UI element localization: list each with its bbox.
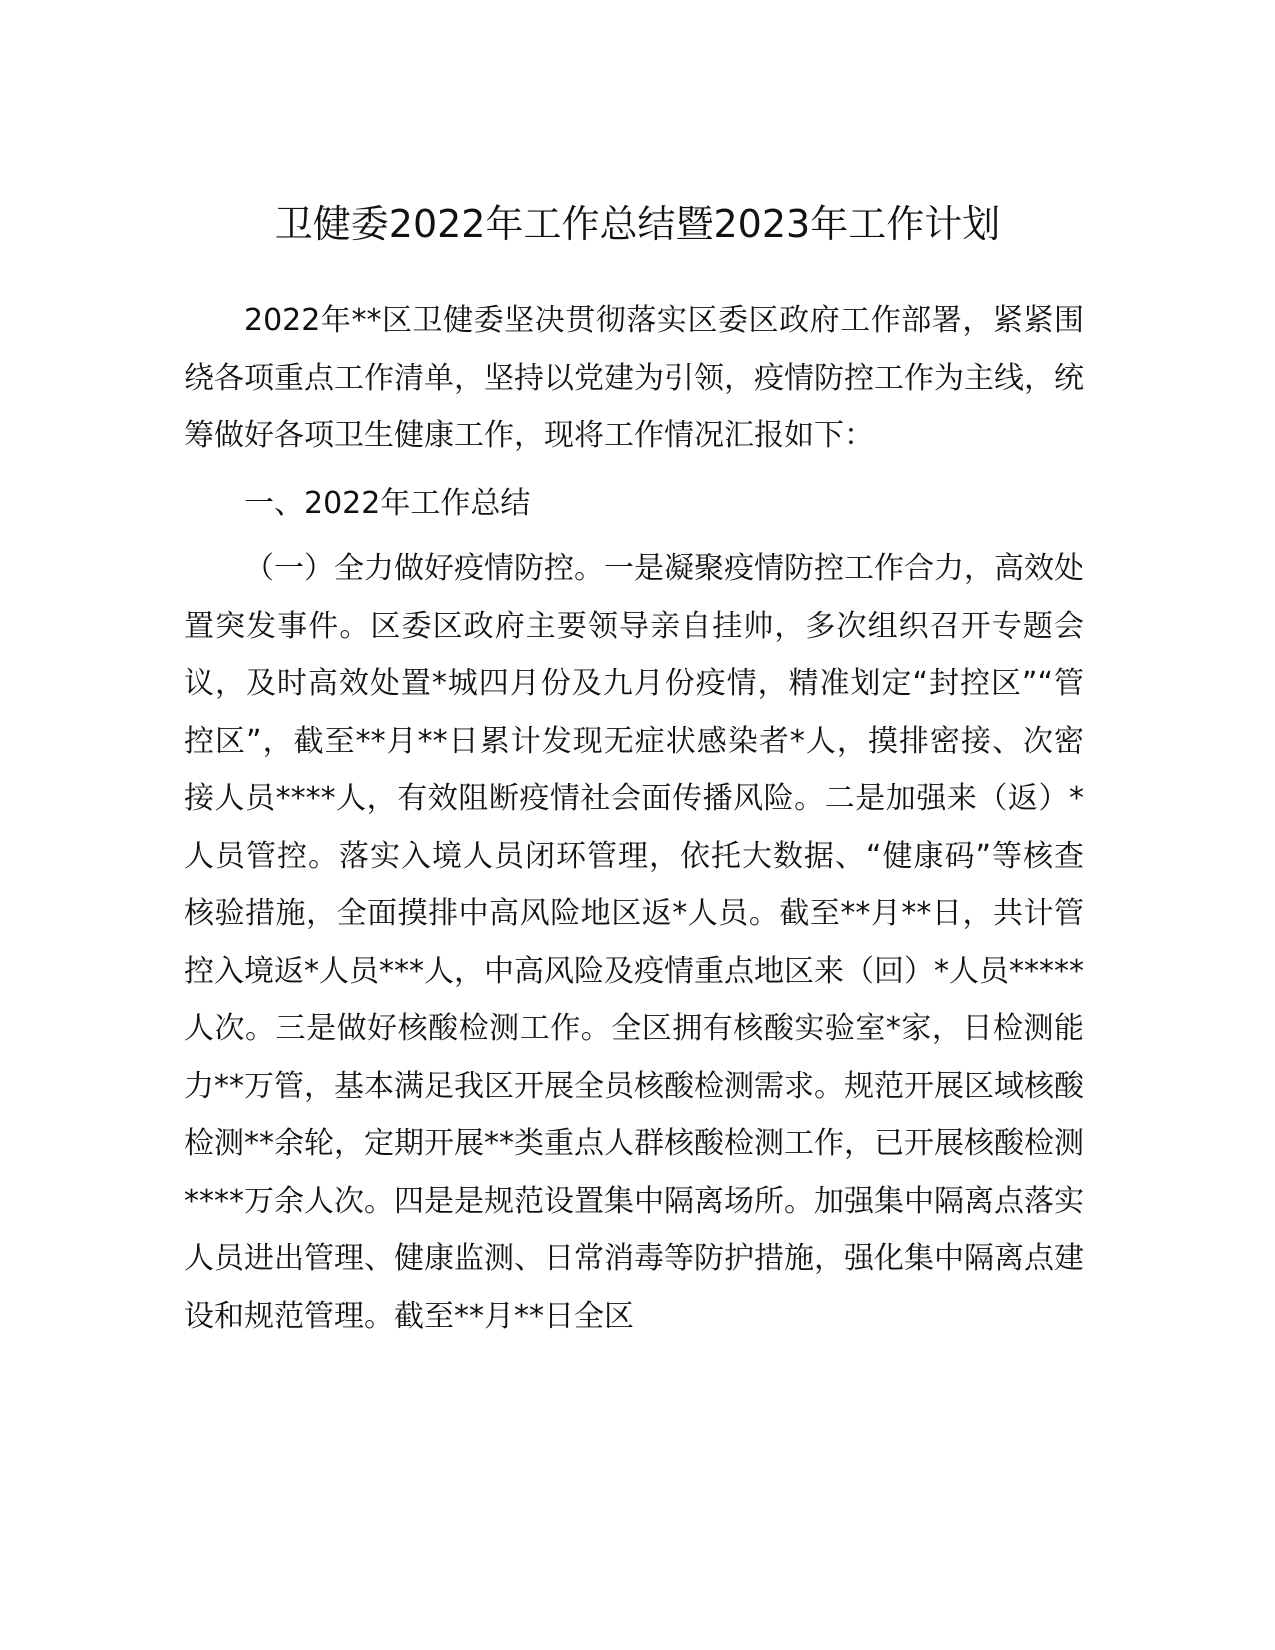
document-body xyxy=(184,292,1084,1355)
body-paragraph: （一）全力做好疫情防控。一是凝聚疫情防控工作合力，高效处置突发事件。区委区政府主要领导亲自挂帅，多次组织召开专题会议，及时高效处置*城四月份及九月份疫情，精准划定“封控区”“管控区”，截至**月**日累计发现无症状感染者*人，摸排密接、次密接人员****人，有效阻断疫情社会面传播风险。二是加强来（返）*人员管控。落实入境人员闭环管理，依托大数据、“健康码”等核查核验措施，全面摸排中高风险地区返*人员。截至**月**日，共计管控入境返*人员***人，中高风险及疫情重点地区来（回）*人员*****人次。三是做好核酸检测工作。全区拥有核酸实验室*家，日检测能力**万管，基本满足我区开展全员核酸检测需求。规范开展区域核酸检测**余轮，定期开展**类重点人群核酸检测工作，已开展核酸检测****万余人次。四是是规范设置集中隔离场所。加强集中隔离点落实人员进出管理、健康监测、日常消毒等防护措施，强化集中隔离点建设和规范管理。截至**月**日全区 xyxy=(184,551,1084,1334)
document-title: 卫健委2022年工作总结暨2023年工作计划 xyxy=(274,202,1001,246)
intro-paragraph: 2022年**区卫健委坚决贯彻落实区委区政府工作部署，紧紧围绕各项重点工作清单，坚持以党建为引领，疫情防控工作为主线，统筹做好各项卫生健康工作，现将工作情况汇报如下： xyxy=(184,303,1084,453)
section-heading: 一、2022年工作总结 xyxy=(244,485,531,521)
